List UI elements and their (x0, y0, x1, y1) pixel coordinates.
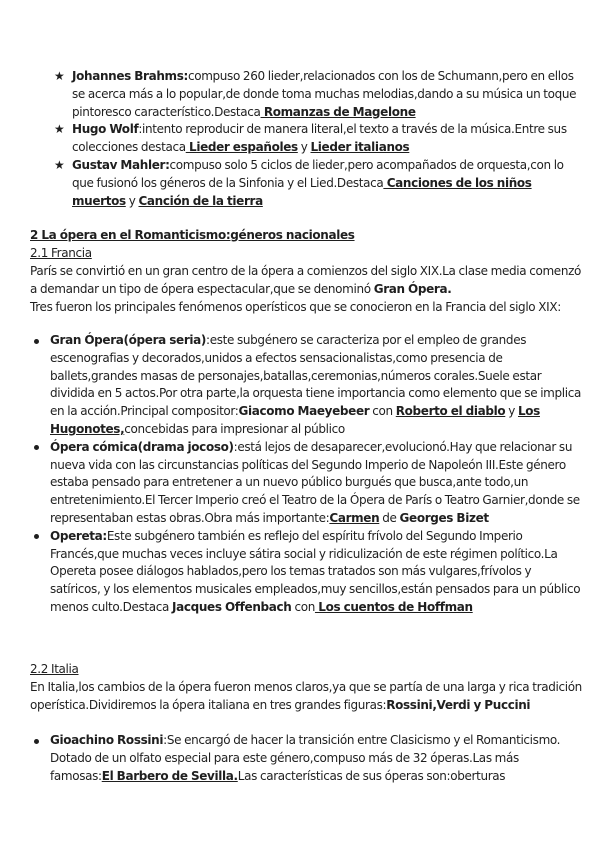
composer-name: Jacques Offenbach (171, 599, 292, 614)
conjunction: de (379, 510, 400, 525)
subsection-heading-italia: 2.2 Italia (30, 662, 79, 676)
composer-text: :intento reproducir de manera literal,el texto a través de la música.Entre sus colecciones destaca (72, 122, 567, 155)
composer-name: Georges Bizet (399, 510, 489, 525)
composer-name: Gustav Mahler: (72, 157, 170, 172)
intro-text: París se convirtió en un gran centro de la ópera a comienzos del siglo XIX.La clase media comenzó a demandar un tipo de ópera espectacular,que se denominó (30, 264, 582, 296)
conjunction: y (297, 140, 311, 155)
genre-name: Ópera cómica(drama jocoso) (50, 439, 234, 454)
work-title: Los cuentos de Hoffman (314, 599, 473, 614)
work-title: El Barbero de Sevilla. (101, 768, 238, 783)
genre-text: :está lejos de desaparecer,evolucionó.Hay que relacionar su nueva vida con las circunstancias políticas del Segundo Imperio de Napoleón III.Este género estaba pensado para entretener a un nuevo público burgués que busca,ante todo,un entretenimiento.El Tercer Imperio creó el Teatro de la Ópera de París o Teatro Garnier,donde se representaban estas obras.Obra más importante: (50, 439, 580, 525)
work-title: Romanzas de Magelone (260, 104, 416, 119)
work-title: Los Hugonotes, (50, 404, 540, 436)
composer-text: compuso 260 lieder,relacionados con los de Schumann,pero en ellos se acerca más a lo popular,de donde toma muchas melodias,dando a su música un toque pintoresco característico.Destaca (72, 69, 577, 119)
composer-list (52, 68, 580, 210)
work-title: Lieder españoles (185, 140, 298, 155)
conjunction: con (369, 404, 396, 419)
composer-text: compuso solo 5 ciclos de lieder,pero acompañados de orquesta,con lo que fusionó los géneros de la Sinfonia y el Lied.Destaca (72, 157, 564, 190)
intro-text-2: Tres fueron los principales fenómenos operísticos que se conocieron en la Francia del siglo XIX: (30, 299, 561, 314)
list-item (30, 528, 582, 617)
list-item (52, 68, 580, 121)
list-item (30, 332, 582, 439)
intro-bold: Gran Ópera. (373, 281, 452, 296)
genre-name: Gran Ópera(ópera seria) (50, 333, 207, 347)
genre-text: :este subgénero se caracteriza por el empleo de grandes escenografias y decorados,unidos a efectos sensacionalistas,como presencia de ballets,grandes masas de personajes,batallas,ceremonias,números corales.Suele estar dividida en 5 actos.Por otra parte,la orquesta tiene importancia como elemento que se implica en la acción.Principal compositor: (50, 333, 581, 419)
conjunction: y (505, 404, 518, 419)
conjunction: y (125, 193, 139, 208)
francia-genre-list (30, 332, 582, 617)
composer-name: Johannes Brahms: (72, 69, 188, 83)
work-title: Carmen (329, 510, 380, 525)
genre-text: Este subgénero también es reflejo del espíritu frívolo del Segundo Imperio Francés,que muchas veces incluye sátira social y ridiculización de este régimen político.La Opereta posee diálogos hablados,pero los temas tratados son más vulgares,frívolos y satíricos, y los elementos musicales empleados,muy sencillos,están pensados para un público menos culto.Destaca (50, 528, 581, 614)
italia-composer-list (30, 732, 582, 785)
conjunction: con (291, 599, 315, 614)
subsection-heading-francia: 2.1 Francia (30, 246, 92, 260)
work-title: Lieder italianos (310, 140, 410, 155)
list-item (30, 732, 582, 785)
section-heading: 2 La ópera en el Romanticismo:géneros nacionales (30, 228, 355, 242)
list-item (52, 121, 580, 157)
work-title: Canciones de los niños muertos (72, 175, 532, 208)
work-title: Canción de la tierra (138, 193, 263, 208)
intro-bold: Rossini,Verdi y Puccini (386, 697, 531, 712)
work-title: Roberto el diablo (395, 404, 506, 419)
genre-tail: concebidas para impresionar al público (124, 421, 345, 436)
composer-name: Giacomo Maeyebeer (238, 404, 370, 419)
intro-text: En Italia,los cambios de la ópera fueron menos claros,ya que se partía de una larga y rica tradición operística.Dividiremos la ópera italiana en tres grandes figuras: (30, 680, 582, 712)
francia-intro (30, 263, 582, 316)
composer-tail: Las características de sus óperas son:oberturas (237, 768, 506, 783)
composer-name: Hugo Wolf (72, 122, 139, 137)
list-item (30, 439, 582, 528)
composer-text: :Se encargó de hacer la transición entre Clasicismo y el Romanticismo. Dotado de un olfato especial para este género,compuso más de 32 óperas.Las más famosas: (50, 733, 561, 783)
list-item (52, 157, 580, 210)
italia-intro (30, 679, 582, 715)
genre-name: Opereta: (50, 528, 107, 543)
composer-name: Gioachino Rossini (50, 733, 164, 747)
